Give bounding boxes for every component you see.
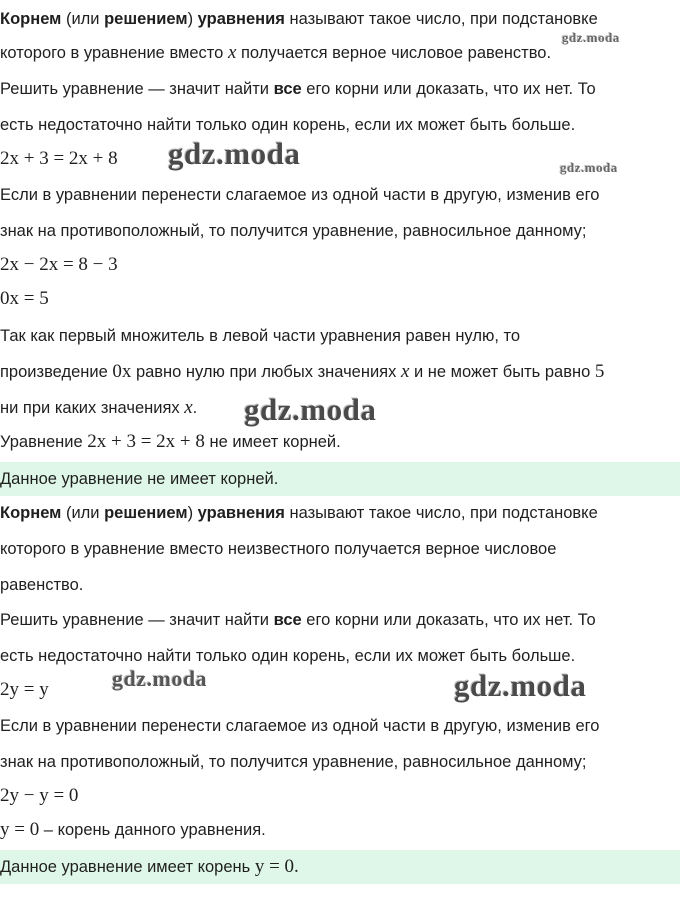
watermark: gdz.moda: [244, 392, 377, 427]
watermark: gdz.moda: [168, 136, 301, 171]
term-solution: решением: [104, 10, 188, 28]
watermark: gdz.moda: [560, 160, 618, 175]
definition-line-1: Корнем (или решением) уравнения называют такое число, при подстановке: [0, 10, 598, 28]
equation-1: 2x + 3 = 2x + 8: [0, 148, 118, 169]
conclusion-line: Уравнение 2x + 3 = 2x + 8 не имеет корней.: [0, 431, 341, 452]
transfer-rule-line-1: Если в уравнении перенести слагаемое из одной части в другую, изменив его: [0, 186, 600, 204]
reason-line-2: произведение 0x равно нулю при любых значениях x и не может быть равно 5: [0, 361, 605, 382]
transfer-rule-line-2: знак на противоположный, то получится уравнение, равносильное данному;: [0, 222, 587, 240]
term-equation: уравнения: [197, 10, 285, 28]
watermark: gdz.moda: [112, 666, 208, 691]
reason-line-3: ни при каких значениях x.: [0, 397, 198, 418]
equation-2-b: 2y − y = 0: [0, 785, 79, 806]
term-root: Корнем: [0, 10, 62, 28]
transfer-rule-line-2-b: знак на противоположный, то получится уравнение, равносильное данному;: [0, 753, 587, 771]
transfer-rule-line-1-b: Если в уравнении перенести слагаемое из одной части в другую, изменив его: [0, 717, 600, 735]
definition-line-1-b: Корнем (или решением) уравнения называют такое число, при подстановке: [0, 504, 598, 522]
root-line: y = 0 – корень данного уравнения.: [0, 819, 266, 840]
equation-2: 2x − 2x = 8 − 3: [0, 254, 118, 275]
definition-line-3-b: равенство.: [0, 576, 84, 594]
equation-3: 0x = 5: [0, 288, 49, 309]
watermark: gdz.moda: [454, 668, 587, 703]
watermark: gdz.moda: [562, 30, 620, 45]
answer-box-2: Данное уравнение имеет корень y = 0.: [0, 850, 680, 884]
answer-box-1: Данное уравнение не имеет корней.: [0, 462, 680, 496]
solve-rule-line-2: есть недостаточно найти только один корень, если их может быть больше.: [0, 116, 576, 134]
equation-1-b: 2y = y: [0, 679, 49, 700]
solve-rule-line-1: Решить уравнение — значит найти все его корни или доказать, что их нет. То: [0, 80, 596, 98]
solve-rule-line-1-b: Решить уравнение — значит найти все его корни или доказать, что их нет. То: [0, 611, 596, 629]
definition-line-2: которого в уравнение вместо x получается верное числовое равенство.: [0, 42, 552, 63]
definition-line-2-b: которого в уравнение вместо неизвестного получается верное числовое: [0, 540, 557, 558]
reason-line-1: Так как первый множитель в левой части уравнения равен нулю, то: [0, 327, 521, 345]
solve-rule-line-2-b: есть недостаточно найти только один корень, если их может быть больше.: [0, 647, 576, 665]
